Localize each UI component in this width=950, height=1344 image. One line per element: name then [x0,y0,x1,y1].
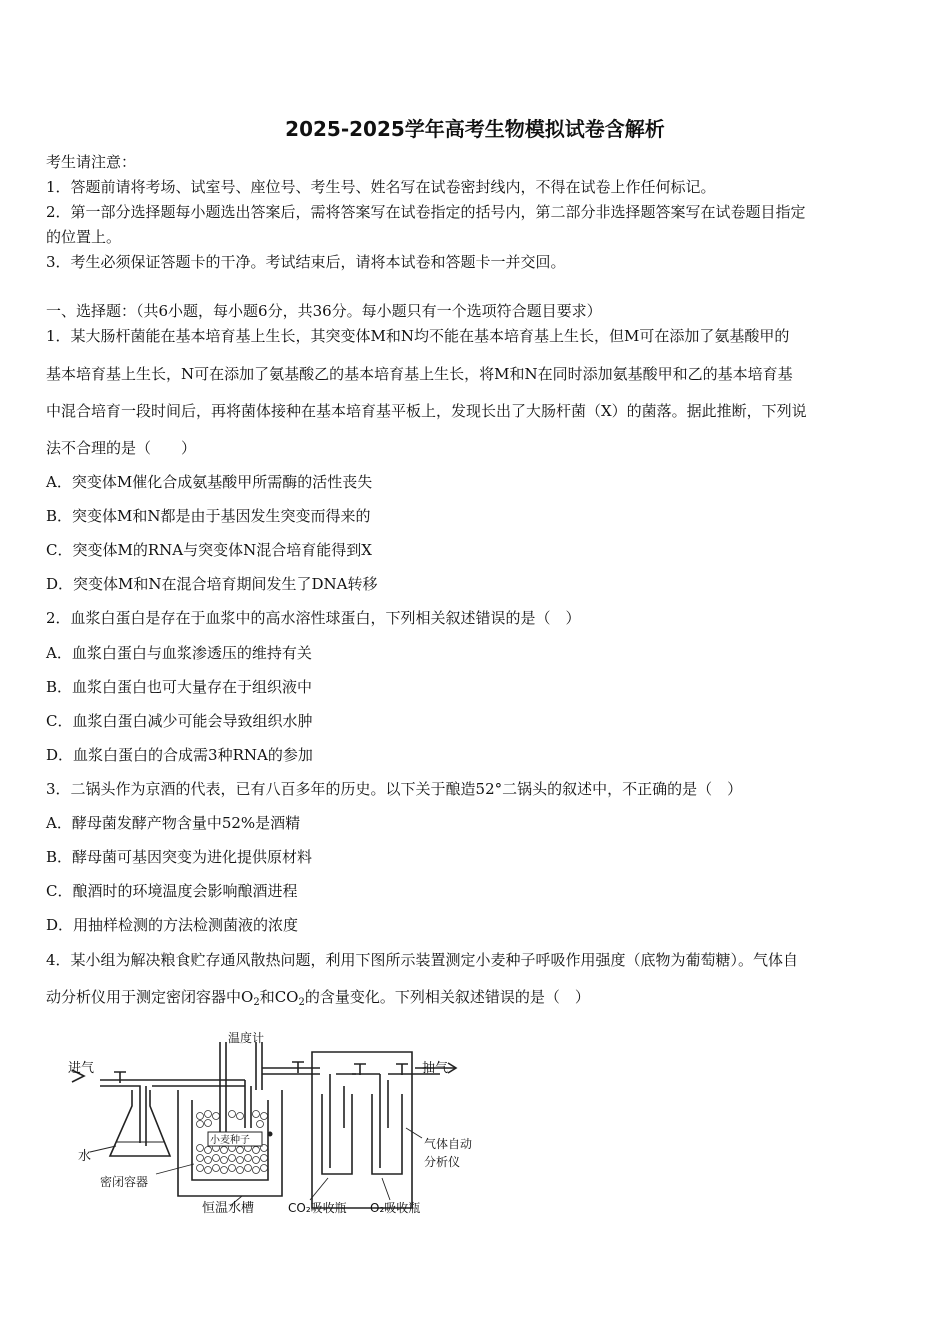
notice-item: 1．答题前请将考场、试室号、座位号、考生号、姓名写在试卷密封线内，不得在试卷上作任何标记。 [46,178,716,196]
outlet-label: 抽气 [422,1061,449,1076]
q4-stem: 4．某小组为解决粮食贮存通风散热问题，利用下图所示装置测定小麦种子呼吸作用强度（底物为葡萄糖）。气体自 [46,951,799,969]
q4-stem: 动分析仪用于测定密闭容器中$O_2$和$CO_2$的含量变化。下列相关叙述错误的是（ ） [46,988,590,1008]
q2-stem: 2．血浆白蛋白是存在于血浆中的高水溶性球蛋白，下列相关叙述错误的是（ ） [46,609,581,627]
thermometer-label: 温度计 [228,1031,265,1045]
q3-option-c: C．酿酒时的环境温度会影响酿酒进程 [46,882,298,900]
q3-option-a: A．酵母菌发酵产物含量中52%是酒精 [46,814,301,832]
notice-item: 的位置上。 [46,228,122,246]
inlet-label: 进气 [68,1061,95,1076]
q1-option-d: D．突变体M和N在混合培育期间发生了DNA转移 [46,575,378,593]
notice-item: 2．第一部分选择题每小题选出答案后，需将答案写在试卷指定的括号内，第二部分非选择题答案写在试卷题目指定 [46,203,806,221]
q1-option-c: C．突变体M的RNA与突变体N混合培育能得到X [46,541,372,559]
analyzer-label: 分析仪 [424,1155,461,1169]
page-title: 2025-2025学年高考生物模拟试卷含解析 [285,117,665,141]
section-heading: 一、选择题：（共6小题，每小题6分，共36分。每小题只有一个选项符合题目要求） [46,302,602,320]
apparatus-figure [60,1028,500,1224]
q1-stem: 基本培育基上生长，N可在添加了氨基酸乙的基本培育基上生长，将M和N在同时添加氨基酸甲和乙的基本培育基 [46,365,793,383]
q3-stem: 3．二锅头作为京酒的代表，已有八百多年的历史。以下关于酿造52°二锅头的叙述中，不正确的是（ ） [46,780,743,798]
notice-item: 3．考生必须保证答题卡的干净。考试结束后，请将本试卷和答题卡一并交回。 [46,253,566,271]
bath-label: 恒温水槽 [202,1201,255,1216]
seeds-label: 小麦种子 [210,1135,250,1146]
notice-heading: 考生请注意： [46,153,137,171]
water-label: 水 [78,1149,92,1164]
q2-option-a: A．血浆白蛋白与血浆渗透压的维持有关 [46,644,312,662]
analyzer-label: 气体自动 [424,1137,473,1151]
o2-bottle-label: O₂吸收瓶 [370,1201,421,1215]
q1-option-a: A．突变体M催化合成氨基酸甲所需酶的活性丧失 [46,473,373,491]
q2-option-c: C．血浆白蛋白减少可能会导致组织水肿 [46,712,313,730]
co2-bottle-label: CO₂吸收瓶 [288,1201,347,1215]
q1-stem: 1．某大肠杆菌能在基本培育基上生长，其突变体M和N均不能在基本培育基上生长，但M可在添加了氨基酸甲的 [46,327,790,345]
q1-option-b: B．突变体M和N都是由于基因发生突变而得来的 [46,507,371,525]
q3-option-b: B．酵母菌可基因突变为进化提供原材料 [46,848,313,866]
q2-option-d: D．血浆白蛋白的合成需3种RNA的参加 [46,746,313,764]
q2-option-b: B．血浆白蛋白也可大量存在于组织液中 [46,678,313,696]
q3-option-d: D．用抽样检测的方法检测菌液的浓度 [46,916,299,934]
container-label: 密闭容器 [100,1175,149,1189]
q1-stem: 法不合理的是（ ） [46,439,197,457]
q1-stem: 中混合培育一段时间后，再将菌体接种在基本培育基平板上，发现长出了大肠杆菌（X）的菌落。据此推断，下列说 [46,402,807,420]
